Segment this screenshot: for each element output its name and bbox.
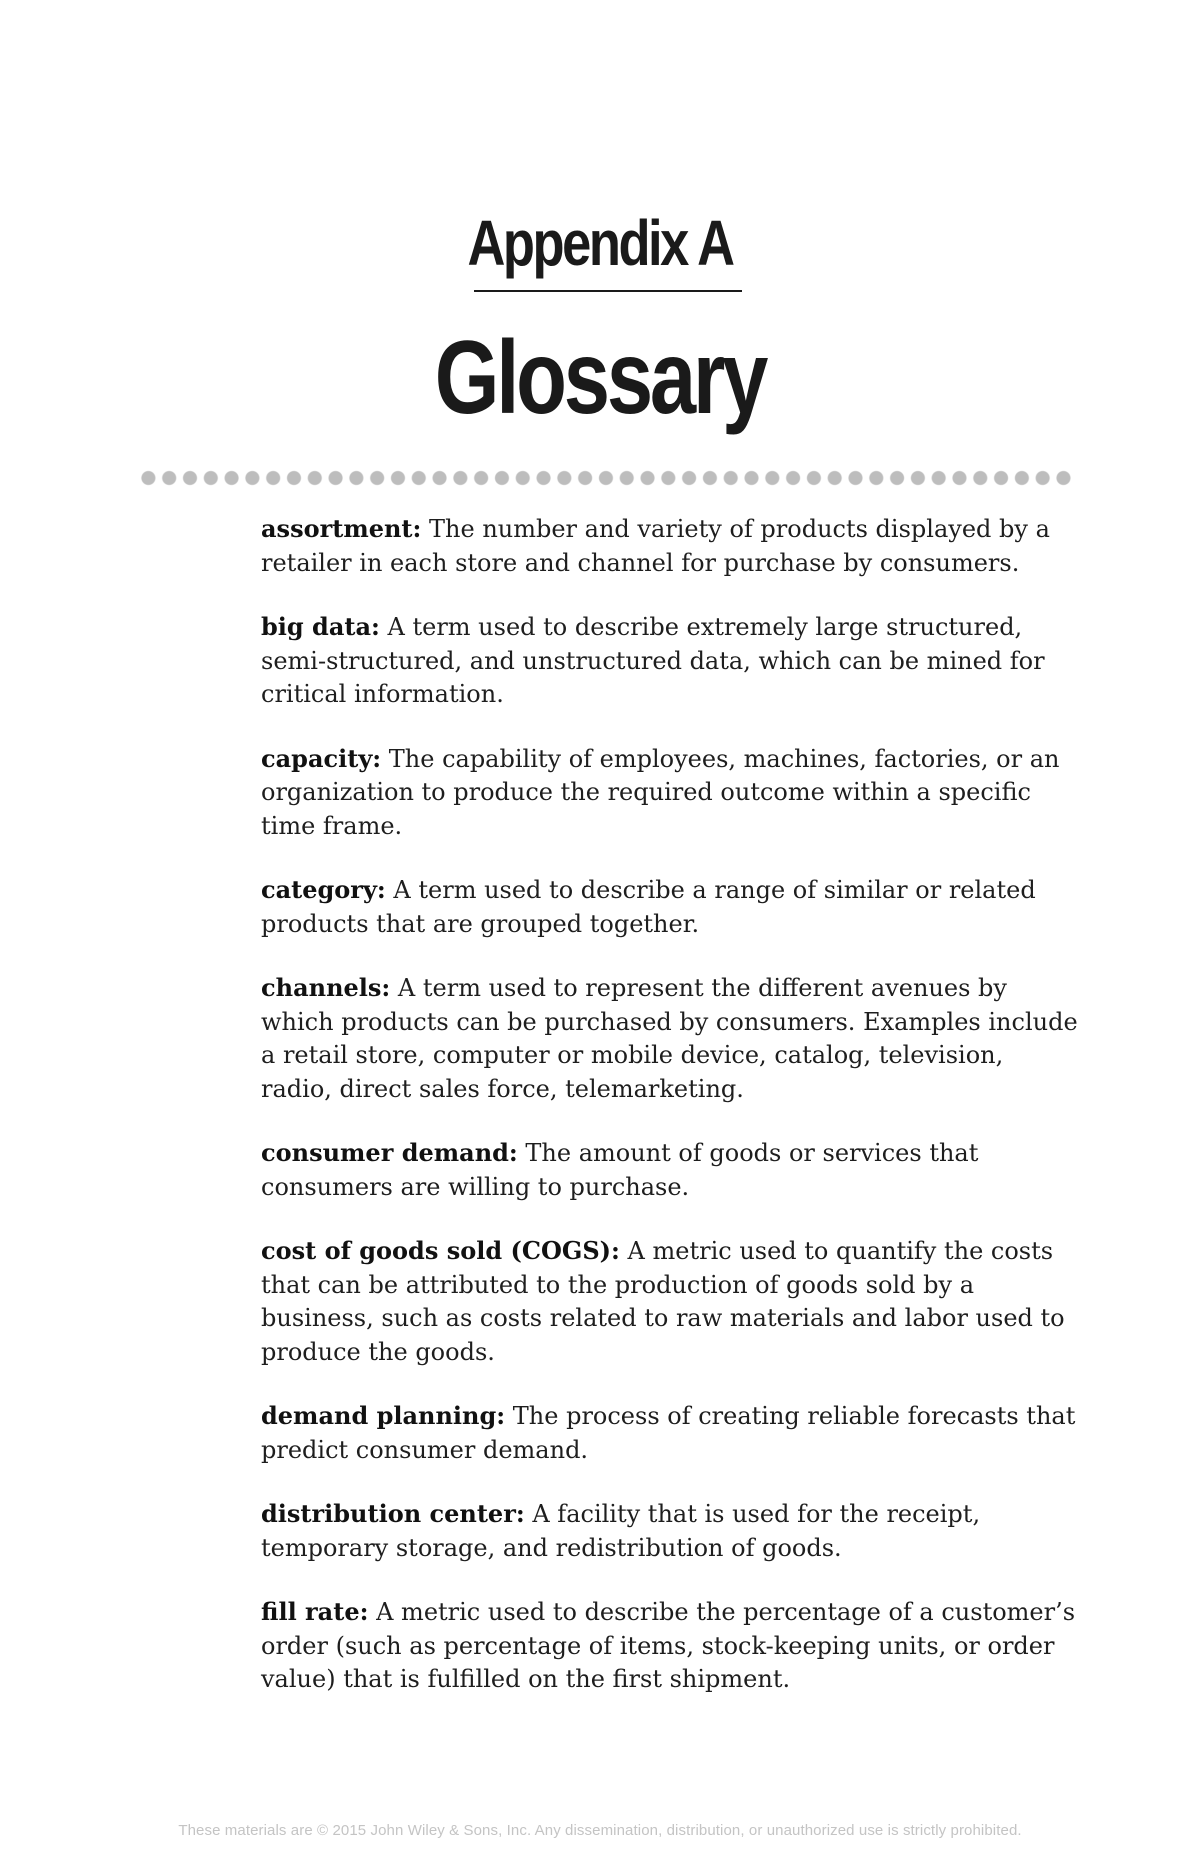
chapter-title: Glossary bbox=[434, 320, 766, 436]
glossary-term: cost of goods sold (COGS): bbox=[261, 1236, 620, 1265]
glossary-entry-cogs bbox=[261, 1234, 1081, 1369]
glossary-entry-channels bbox=[261, 971, 1081, 1106]
glossary-list bbox=[261, 512, 1081, 1727]
glossary-term: big data: bbox=[261, 612, 380, 641]
glossary-definition: The process of creating reliable forecasts that predict consumer demand. bbox=[261, 1402, 1076, 1464]
glossary-term: assortment: bbox=[261, 514, 422, 543]
appendix-label: Appendix A bbox=[467, 207, 733, 279]
glossary-definition: The capability of employees, machines, factories, or an organization to produce the required outcome within a specific time frame. bbox=[261, 744, 1060, 840]
glossary-entry-big-data bbox=[261, 610, 1081, 712]
glossary-definition: A term used to describe extremely large structured, semi-structured, and unstructured data, which can be mined for critical information. bbox=[261, 613, 1045, 708]
glossary-term: channels: bbox=[261, 973, 391, 1002]
glossary-definition: A metric used to quantify the costs that can be attributed to the production of goods sold by a business, such as costs related to raw materials and labor used to produce the goods. bbox=[261, 1237, 1065, 1366]
copyright-footer: These materials are © 2015 John Wiley & Sons, Inc. Any dissemination, distribution, or unauthorized use is strictly prohibited. bbox=[178, 1822, 1022, 1839]
glossary-entry-consumer-demand bbox=[261, 1136, 1081, 1204]
glossary-definition: A metric used to describe the percentage of a customer’s order (such as percentage of items, stock-keeping units, or order value) that is fulfilled on the first shipment. bbox=[261, 1598, 1076, 1693]
glossary-entry-capacity bbox=[261, 742, 1081, 844]
glossary-entry-demand-planning bbox=[261, 1399, 1081, 1467]
glossary-entry-assortment bbox=[261, 512, 1081, 580]
glossary-term: consumer demand: bbox=[261, 1138, 518, 1167]
glossary-term: demand planning: bbox=[261, 1401, 506, 1430]
glossary-entry-category bbox=[261, 873, 1081, 941]
glossary-definition: The number and variety of products displayed by a retailer in each store and channel for purchase by consumers. bbox=[261, 515, 1050, 577]
glossary-definition: The amount of goods or services that consumers are willing to purchase. bbox=[261, 1139, 979, 1201]
glossary-definition: A facility that is used for the receipt, temporary storage, and redistribution of goods. bbox=[261, 1500, 981, 1562]
glossary-definition: A term used to describe a range of similar or related products that are grouped together. bbox=[261, 876, 1036, 938]
dotted-divider bbox=[138, 470, 1073, 486]
glossary-definition: A term used to represent the different avenues by which products can be purchased by consumers. Examples include a retail store, computer or mobile device, catalog, television, radio, direct sales force, telemarketing. bbox=[261, 974, 1078, 1103]
glossary-term: capacity: bbox=[261, 743, 382, 773]
glossary-term: fill rate: bbox=[261, 1597, 369, 1626]
glossary-entry-distribution-center bbox=[261, 1497, 1081, 1565]
glossary-entry-fill-rate bbox=[261, 1595, 1081, 1697]
appendix-underline bbox=[474, 290, 742, 292]
glossary-term: category: bbox=[261, 875, 386, 904]
glossary-term: distribution center: bbox=[261, 1499, 525, 1528]
